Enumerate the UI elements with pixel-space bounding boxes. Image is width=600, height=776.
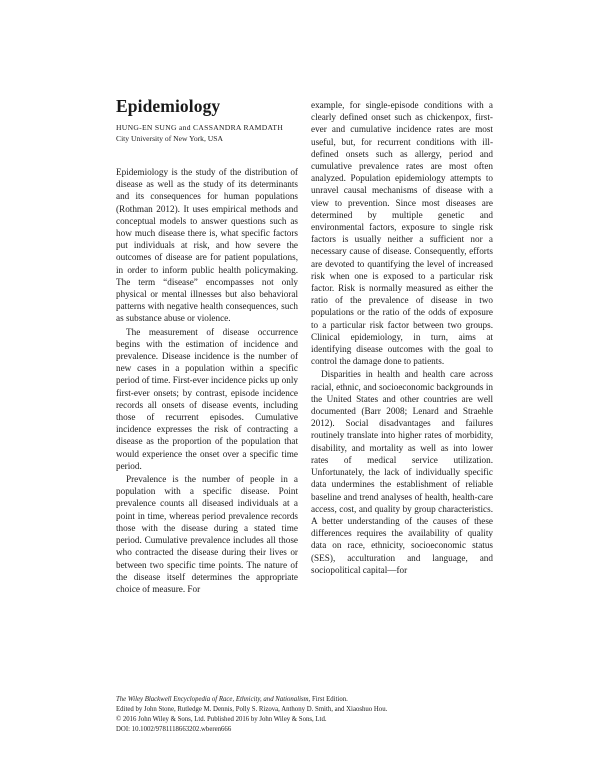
- left-column: [116, 166, 298, 595]
- editors-line: Edited by John Stone, Rutledge M. Dennis, Polly S. Rizova, Anthony D. Smith, and Xiaoshuo Hou.: [116, 706, 388, 713]
- citation-line: [116, 695, 496, 705]
- body-paragraph: Prevalence is the number of people in a population with a specific disease. Point prevalence counts all diseased individuals at a point in time, whereas period prevalence records those with the disease during a stated time period. Cumulative prevalence includes all those who contracted the disease during their lives or between two specific time points. The nature of the disease itself determines the appropriate choice of measure. For: [116, 474, 298, 594]
- body-paragraph: Epidemiology is the study of the distribution of disease as well as the study of its determinants and its consequences for human populations (Rothman 2012). It uses empirical methods and conceptual models to answer questions such as how much disease there is, what specific factors put individuals at risk, and how severe the outcomes of disease are for patient populations, in order to inform public health policymaking. The term “disease” encompasses not only physical or mental illnesses but also behavioral patterns with negative health consequences, such as substance abuse or violence.: [116, 167, 298, 324]
- copyright-line: © 2016 John Wiley & Sons, Ltd. Published 2016 by John Wiley & Sons, Ltd.: [116, 716, 327, 723]
- article-affiliation: City University of New York, USA: [116, 134, 223, 143]
- article-authors: HUNG-EN SUNG and CASSANDRA RAMDATH: [116, 123, 284, 132]
- body-paragraph-continued: example, for single-episode conditions with a clearly defined onset such as chickenpox, first-ever and cumulative incidence rates are most useful, but, for recurrent conditions with ill-defined onsets such as allergy, period and cumulative prevalence rates are most often analyzed. Population epidemiology attempts to unravel causal mechanisms of disease with a view to prevention. Since most diseases are determined by multiple genetic and environmental factors, exposure to single risk factors is usually neither a sufficient nor a necessary cause of disease. Consequently, efforts are devoted to quantifying the level of increased risk when one is exposed to a particular risk factor. Risk is normally measured as either the ratio of the prevalence of disease in two populations or the ratio of the odds of exposure to a particular risk factor between two groups. Clinical epidemiology, in turn, aims at identifying disease outcomes with the goal to control the damage done to patients.: [311, 100, 493, 367]
- citation-edition: , First Edition.: [308, 696, 348, 703]
- right-column: [311, 99, 493, 576]
- citation-title: The Wiley Blackwell Encyclopedia of Race, Ethnicity, and Nationalism: [116, 696, 309, 703]
- article-title: Epidemiology: [116, 96, 221, 116]
- body-paragraph: The measurement of disease occurrence begins with the estimation of incidence and prevalence. Disease incidence is the number of new cases in a population within a specific period of time. First-ever incidence picks up only first-ever onsets; by contrast, episode incidence records all onsets of disease events, including those of recurrent episodes. Cumulative incidence expresses the risk of contracting a disease as the proportion of the population that would experience the onset over a specific time period.: [116, 326, 298, 471]
- doi-line: DOI: 10.1002/9781118663202.wberen666: [116, 726, 232, 733]
- source-footer: [116, 695, 496, 735]
- body-paragraph: Disparities in health and health care across racial, ethnic, and socioeconomic backgrounds in the United States and other countries are well documented (Barr 2008; Lenard and Straehle 2012). Social disadvantages and failures routinely translate into higher rates of morbidity, disability, and mortality as well as into lower rates of medical service utilization. Unfortunately, the lack of individually specific data undermines the establishment of reliable baseline and trend analyses of health, health-care access, cost, and quality by group characteristics. A better understanding of the causes of these differences requires the availability of quality data on race, ethnicity, socioeconomic status (SES), acculturation and language, and sociopolitical capital—for: [311, 369, 493, 575]
